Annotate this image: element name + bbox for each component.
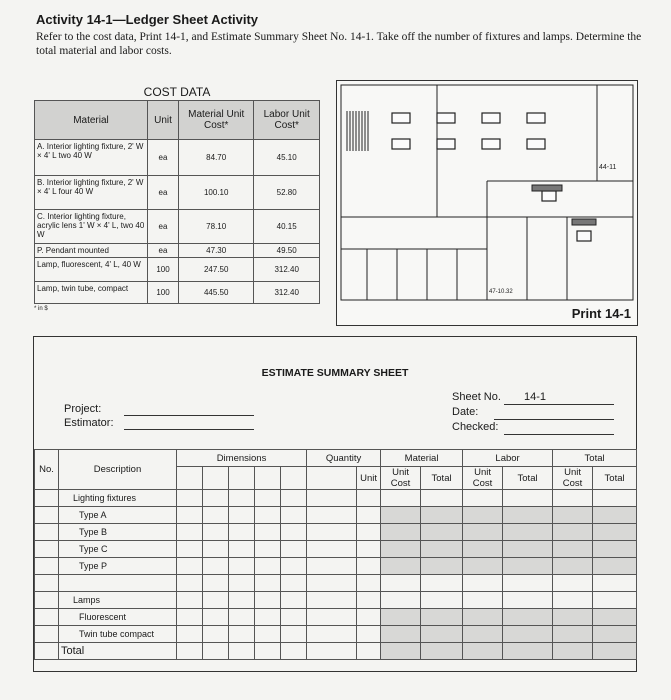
estimate-cell[interactable]: [307, 643, 357, 660]
estimate-row: [35, 558, 637, 575]
estimator-field[interactable]: [124, 429, 254, 430]
col-material: Material: [35, 101, 148, 140]
estimate-cell[interactable]: [35, 524, 59, 541]
estimate-cell[interactable]: [281, 592, 307, 609]
estimate-cell[interactable]: [35, 490, 59, 507]
estimate-cell[interactable]: [307, 507, 357, 524]
estimate-cell[interactable]: [229, 626, 255, 643]
estimate-cell[interactable]: [203, 541, 229, 558]
cost-row-material: Lamp, twin tube, compact: [35, 282, 148, 304]
col-material-cost: Material Unit Cost*: [179, 101, 254, 140]
cost-row-mat-cost: 47.30: [179, 244, 254, 258]
estimate-row-description: Total: [59, 643, 177, 660]
cost-row-labor-cost: 312.40: [254, 282, 320, 304]
estimator-label: Estimator:: [64, 417, 114, 429]
estimate-cell[interactable]: [593, 541, 637, 558]
estimate-cell[interactable]: [553, 541, 593, 558]
col-unit: Unit: [357, 467, 381, 490]
estimate-cell[interactable]: [463, 609, 503, 626]
cost-row-mat-cost: 445.50: [179, 282, 254, 304]
estimate-cell[interactable]: [357, 626, 381, 643]
estimate-cell[interactable]: [503, 575, 553, 592]
cost-row-material: B. Interior lighting fixture, 2' W × 4' L four 40 W: [35, 176, 148, 210]
estimate-row-description: [59, 575, 177, 592]
col-material: Material: [381, 450, 463, 467]
estimate-row: [35, 575, 637, 592]
estimate-row: [35, 490, 637, 507]
estimate-cell[interactable]: [307, 626, 357, 643]
cost-data-title: COST DATA: [143, 85, 211, 99]
estimate-cell[interactable]: [281, 626, 307, 643]
date-label: Date:: [452, 406, 479, 418]
estimate-cell[interactable]: [357, 490, 381, 507]
activity-instructions: Refer to the cost data, Print 14-1, and Estimate Summary Sheet No. 14-1. Take off the number of fixtures and lamps. Determine the total material and labor costs.: [36, 31, 642, 57]
estimate-cell[interactable]: [177, 643, 203, 660]
estimate-cell[interactable]: [593, 507, 637, 524]
cost-row-labor-cost: 40.15: [254, 210, 320, 244]
col-labor-cost: Labor Unit Cost*: [254, 101, 320, 140]
estimate-cell[interactable]: [503, 490, 553, 507]
estimate-cell[interactable]: [281, 507, 307, 524]
estimate-cell[interactable]: [463, 626, 503, 643]
estimate-cell[interactable]: [593, 643, 637, 660]
estimate-row: [35, 541, 637, 558]
cost-row-labor-cost: 52.80: [254, 176, 320, 210]
estimate-cell[interactable]: [503, 609, 553, 626]
estimate-cell[interactable]: [281, 575, 307, 592]
estimate-cell[interactable]: [307, 575, 357, 592]
estimate-cell[interactable]: [307, 609, 357, 626]
estimate-cell[interactable]: [229, 541, 255, 558]
estimate-cell[interactable]: [593, 592, 637, 609]
estimate-cell[interactable]: [255, 609, 281, 626]
estimate-cell[interactable]: [255, 575, 281, 592]
estimate-cell[interactable]: [421, 541, 463, 558]
estimate-cell[interactable]: [421, 592, 463, 609]
estimate-cell[interactable]: [203, 558, 229, 575]
floor-plan-svg: [337, 81, 637, 325]
estimate-cell[interactable]: [35, 507, 59, 524]
estimate-cell[interactable]: [255, 490, 281, 507]
estimate-row-description: Type C: [59, 541, 177, 558]
cost-row-labor-cost: 49.50: [254, 244, 320, 258]
estimate-cell[interactable]: [553, 609, 593, 626]
estimate-row-description: Type P: [59, 558, 177, 575]
col-labor-unit-cost: Unit Cost: [463, 467, 503, 490]
estimate-cell[interactable]: [255, 541, 281, 558]
estimate-cell[interactable]: [463, 507, 503, 524]
col-total: Total: [553, 450, 637, 467]
estimate-cell[interactable]: [35, 541, 59, 558]
col-unit: Unit: [148, 101, 179, 140]
estimate-cell[interactable]: [503, 626, 553, 643]
estimate-row-description: Lamps: [59, 592, 177, 609]
cost-row-unit: ea: [148, 140, 179, 176]
cost-row-material: C. Interior lighting fixture, acrylic lens 1' W × 4' L, two 40 W: [35, 210, 148, 244]
estimate-cell[interactable]: [381, 541, 421, 558]
print-drawing: [336, 80, 638, 326]
estimate-cell[interactable]: [553, 524, 593, 541]
activity-heading: Activity 14-1—Ledger Sheet Activity: [36, 12, 259, 27]
estimate-cell[interactable]: [229, 524, 255, 541]
estimate-cell[interactable]: [421, 558, 463, 575]
cost-row-material: A. Interior lighting fixture, 2' W × 4' L two 40 W: [35, 140, 148, 176]
print-annotation: 44-11: [599, 164, 617, 171]
estimate-cell[interactable]: [553, 575, 593, 592]
estimate-cell[interactable]: [229, 558, 255, 575]
estimate-cell[interactable]: [357, 524, 381, 541]
estimate-cell[interactable]: [503, 541, 553, 558]
estimate-cell[interactable]: [307, 592, 357, 609]
estimate-row: [35, 507, 637, 524]
estimate-cell[interactable]: [421, 490, 463, 507]
col-quantity: Quantity: [307, 450, 381, 467]
estimate-cell[interactable]: [203, 626, 229, 643]
col-material-unit-cost: Unit Cost: [381, 467, 421, 490]
col-total-unit-cost: Unit Cost: [553, 467, 593, 490]
estimate-cell[interactable]: [463, 524, 503, 541]
col-labor-total: Total: [503, 467, 553, 490]
estimate-cell[interactable]: [503, 558, 553, 575]
estimate-cell[interactable]: [503, 524, 553, 541]
estimate-cell[interactable]: [229, 507, 255, 524]
estimate-cell[interactable]: [503, 592, 553, 609]
cost-row-unit: ea: [148, 244, 179, 258]
estimate-cell[interactable]: [553, 507, 593, 524]
cost-row-mat-cost: 78.10: [179, 210, 254, 244]
estimate-cell[interactable]: [307, 490, 357, 507]
estimate-cell[interactable]: [381, 524, 421, 541]
estimate-row: [35, 626, 637, 643]
estimate-cell[interactable]: [281, 558, 307, 575]
estimate-cell[interactable]: [463, 643, 503, 660]
estimate-cell[interactable]: [421, 609, 463, 626]
estimate-cell[interactable]: [593, 609, 637, 626]
estimate-cell[interactable]: [357, 609, 381, 626]
estimate-cell[interactable]: [553, 592, 593, 609]
estimate-cell[interactable]: [35, 609, 59, 626]
estimate-cell[interactable]: [357, 643, 381, 660]
cost-row-unit: ea: [148, 210, 179, 244]
estimate-cell[interactable]: [203, 507, 229, 524]
estimate-cell[interactable]: [553, 643, 593, 660]
estimate-cell[interactable]: [281, 609, 307, 626]
estimate-cell[interactable]: [357, 541, 381, 558]
cost-row-mat-cost: 100.10: [179, 176, 254, 210]
estimate-cell[interactable]: [177, 626, 203, 643]
estimate-cell[interactable]: [229, 575, 255, 592]
sheet-no-value: 14-1: [524, 391, 547, 403]
estimate-cell[interactable]: [177, 592, 203, 609]
estimate-cell[interactable]: [357, 507, 381, 524]
project-field[interactable]: [124, 415, 254, 416]
cost-row-unit: 100: [148, 258, 179, 282]
estimate-cell[interactable]: [503, 507, 553, 524]
col-dimensions: Dimensions: [177, 450, 307, 467]
estimate-cell[interactable]: [307, 541, 357, 558]
estimate-cell[interactable]: [35, 592, 59, 609]
estimate-cell[interactable]: [281, 524, 307, 541]
col-labor: Labor: [463, 450, 553, 467]
estimate-cell[interactable]: [35, 558, 59, 575]
estimate-cell[interactable]: [463, 592, 503, 609]
checked-label: Checked:: [452, 421, 499, 433]
cost-row-labor-cost: 45.10: [254, 140, 320, 176]
cost-row-material: P. Pendant mounted: [35, 244, 148, 258]
cost-row-mat-cost: 84.70: [179, 140, 254, 176]
estimate-cell[interactable]: [421, 643, 463, 660]
estimate-cell[interactable]: [203, 609, 229, 626]
estimate-cell[interactable]: [381, 507, 421, 524]
estimate-cell[interactable]: [553, 490, 593, 507]
print-label: Print 14-1: [571, 306, 631, 321]
estimate-cell[interactable]: [381, 626, 421, 643]
estimate-cell[interactable]: [177, 609, 203, 626]
estimate-cell[interactable]: [281, 490, 307, 507]
estimate-cell[interactable]: [381, 575, 421, 592]
estimate-cell[interactable]: [463, 575, 503, 592]
cost-row-labor-cost: 312.40: [254, 258, 320, 282]
estimate-cell[interactable]: [177, 575, 203, 592]
estimate-cell[interactable]: [203, 592, 229, 609]
estimate-cell[interactable]: [255, 524, 281, 541]
cost-footnote: * in $: [34, 306, 48, 312]
estimate-cell[interactable]: [177, 490, 203, 507]
estimate-cell[interactable]: [255, 558, 281, 575]
estimate-cell[interactable]: [381, 490, 421, 507]
estimate-summary-sheet: [33, 336, 637, 672]
col-no: No.: [35, 450, 59, 490]
estimate-cell[interactable]: [255, 626, 281, 643]
estimate-cell[interactable]: [229, 490, 255, 507]
date-field[interactable]: [494, 419, 614, 420]
estimate-row-description: Type B: [59, 524, 177, 541]
estimate-cell[interactable]: [421, 524, 463, 541]
cost-data-table: [34, 84, 320, 312]
estimate-row-description: Fluorescent: [59, 609, 177, 626]
estimate-cell[interactable]: [307, 558, 357, 575]
estimate-cell[interactable]: [593, 626, 637, 643]
estimate-row-description: Twin tube compact: [59, 626, 177, 643]
estimate-cell[interactable]: [381, 558, 421, 575]
estimate-cell[interactable]: [177, 541, 203, 558]
cost-row-unit: 100: [148, 282, 179, 304]
estimate-cell[interactable]: [381, 609, 421, 626]
col-description: Description: [59, 450, 177, 490]
estimate-cell[interactable]: [281, 643, 307, 660]
estimate-cell[interactable]: [177, 558, 203, 575]
col-material-total: Total: [421, 467, 463, 490]
estimate-cell[interactable]: [177, 524, 203, 541]
sheet-no-label: Sheet No.: [452, 391, 501, 403]
estimate-cell[interactable]: [203, 575, 229, 592]
checked-field[interactable]: [504, 434, 614, 435]
estimate-cell[interactable]: [35, 643, 59, 660]
estimate-cell[interactable]: [463, 541, 503, 558]
estimate-cell[interactable]: [255, 507, 281, 524]
cost-row-mat-cost: 247.50: [179, 258, 254, 282]
estimate-row-description: Type A: [59, 507, 177, 524]
estimate-title: ESTIMATE SUMMARY SHEET: [261, 367, 409, 379]
estimate-cell[interactable]: [35, 575, 59, 592]
estimate-cell[interactable]: [229, 643, 255, 660]
estimate-cell[interactable]: [357, 592, 381, 609]
estimate-cell[interactable]: [255, 643, 281, 660]
estimate-cell[interactable]: [593, 575, 637, 592]
estimate-cell[interactable]: [203, 643, 229, 660]
estimate-cell[interactable]: [229, 592, 255, 609]
estimate-row: [35, 524, 637, 541]
estimate-cell[interactable]: [421, 626, 463, 643]
estimate-cell[interactable]: [503, 643, 553, 660]
sheet-no-field[interactable]: [504, 404, 614, 405]
estimate-cell[interactable]: [281, 541, 307, 558]
estimate-cell[interactable]: [357, 558, 381, 575]
estimate-cell[interactable]: [593, 524, 637, 541]
estimate-cell[interactable]: [203, 490, 229, 507]
estimate-cell[interactable]: [381, 592, 421, 609]
estimate-cell[interactable]: [421, 575, 463, 592]
estimate-cell[interactable]: [463, 490, 503, 507]
estimate-cell[interactable]: [553, 626, 593, 643]
cost-row-material: Lamp, fluorescent, 4' L, 40 W: [35, 258, 148, 282]
estimate-cell[interactable]: [229, 609, 255, 626]
col-total-total: Total: [593, 467, 637, 490]
print-annotation: 47-10.32: [489, 289, 513, 295]
estimate-row: [35, 609, 637, 626]
estimate-cell[interactable]: [255, 592, 281, 609]
estimate-row: [35, 643, 637, 660]
estimate-cell[interactable]: [357, 575, 381, 592]
estimate-cell[interactable]: [463, 558, 503, 575]
estimate-cell[interactable]: [593, 558, 637, 575]
project-label: Project:: [64, 403, 102, 415]
estimate-cell[interactable]: [203, 524, 229, 541]
estimate-cell[interactable]: [593, 490, 637, 507]
estimate-cell[interactable]: [307, 524, 357, 541]
estimate-grid: [34, 449, 637, 660]
cost-row-unit: ea: [148, 176, 179, 210]
estimate-row: [35, 592, 637, 609]
estimate-cell[interactable]: [177, 507, 203, 524]
estimate-cell[interactable]: [553, 558, 593, 575]
estimate-row-description: Lighting fixtures: [59, 490, 177, 507]
estimate-cell[interactable]: [381, 643, 421, 660]
estimate-cell[interactable]: [421, 507, 463, 524]
estimate-cell[interactable]: [35, 626, 59, 643]
